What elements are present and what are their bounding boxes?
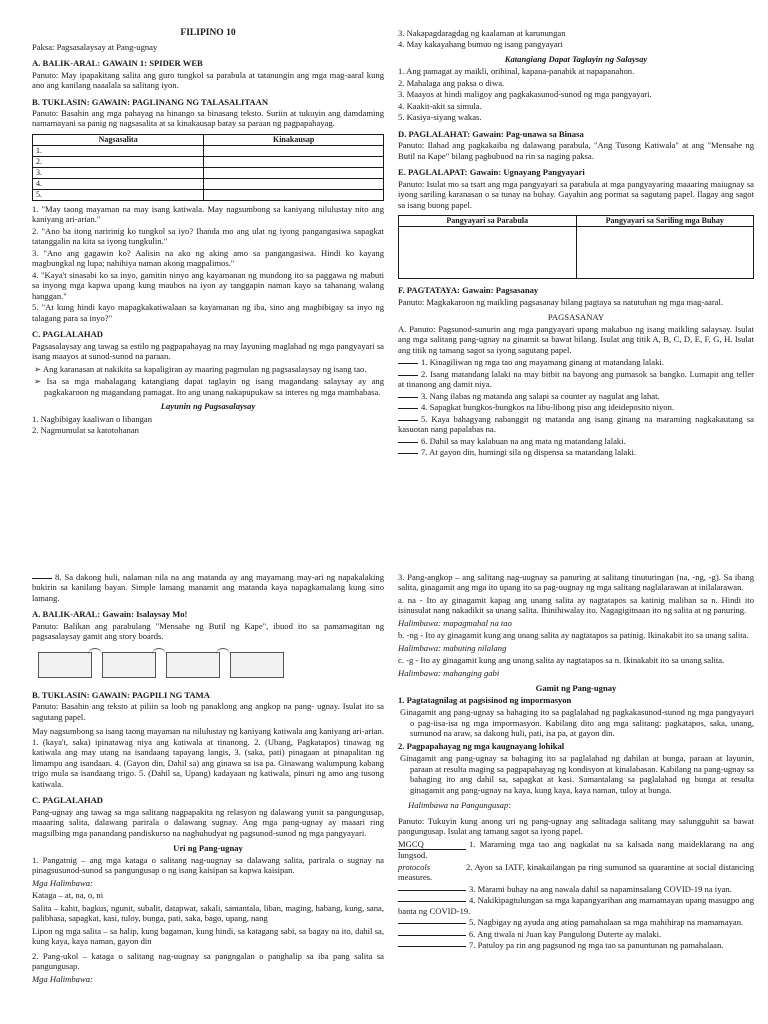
worksheet-page-2	[0, 560, 768, 1024]
answer-blank[interactable]	[398, 453, 418, 454]
item-text: 6. Dahil sa may kalabuan na ang mata ng matandang lalaki.	[421, 435, 626, 446]
quote-item: 5. "At kung hindi kayo mapagkakatiwalaan sa kayamanan ng iba, sino ang magbibigay sa inyo ng talagang para sa inyo?"	[32, 302, 384, 323]
halimbawa-line: Halimbawa: mapagmahal na tao	[398, 617, 512, 628]
uri-item: 2. Pang-ukol – kataga o salitang nag-uugnay sa pangngalan o panghalip sa iba pang salita sa pangungusap.	[32, 950, 384, 972]
item-text: 8. Sa dakong huli, nalaman nila na ang matanda ay ang mayamang may-ari ng napakalaking bukirin sa kanilang bayan. Simple lamang manamit ang matanda kaya napagkamalang kung sino lamang.	[32, 572, 384, 603]
list-item: 4. May kakayahang bumuo ng isang pangyayari	[398, 39, 563, 50]
answer-blank[interactable]	[398, 923, 466, 924]
table-cell[interactable]	[204, 167, 384, 178]
story-boards	[38, 648, 384, 684]
answer-blank[interactable]	[398, 442, 418, 443]
section-e-body: Panuto: Isulat mo sa tsart ang mga pangyayari sa parabula at mga pangyayaring maaaring maiugnay sa iyong sariling karanasan o sa tunay na buhay. Gayahin ang pormat sa sagutang papel. Ilagay ang sagot sa isang buong papel.	[398, 178, 754, 210]
list-item	[398, 884, 754, 894]
table-cell[interactable]	[204, 178, 384, 189]
list-item	[398, 369, 754, 390]
table-cell[interactable]	[204, 189, 384, 200]
gamit-body: Ginagamit ang pang-ugnay sa bahaging ito sa paglalahad ng pagkakasunod-sunod ng mga pangyayari o pag-iisa-isa ng mga impormasyon. Kabilang dito ang mga salitang: pagkatapos, saka, unang, sumunod na araw, sa dakong huli, pati, isa pa, at gayon din.	[400, 707, 754, 739]
section-b2-heading: B. TUKLASIN: GAWAIN: PAGPILI NG TAMA	[32, 689, 210, 700]
list-item	[398, 414, 754, 435]
mgcq-label[interactable]: MGCQ	[398, 839, 466, 850]
uri-item: 1. Pangatnig – ang mga kataga o salitang nag-uugnay sa dalawang salita, parirala o sugnay na pinagsusunod-sunod sa pangungusap o ng isang kaisipan sa kapwa kaisipan.	[32, 854, 384, 876]
section-b2-text: May nagsumbong sa isang taong mayaman na nilulustay ng kaniyang katiwala ang kaniyang ari-arian. 1. (kaya't, saka) ipinatawag niya ang katiwala at tinanong. 2. (Ubang, Pagkatapos) tinawag ng katiwala ang may utang na isandaang tapayang langis, 3. (saka, pati) pinagaan at pinapalitan ng limampu ang isandaan. 4. (Gayon din, Dahil sa) ang ginawa sa isa pa. Ginawang walumpung kabang trigo mula sa isandaang trigo. 5. (Dahil sa, Upang) kadayaan ng katiwala, pinuri ng amo ang tusong katiwala.	[32, 726, 384, 789]
section-b-heading: B. TUKLASIN: GAWAIN: PAGLINANG NG TALASALITAAN	[32, 96, 269, 107]
quote-item: 4. "Kaya't sinasabi ko sa inyo, gamitin ninyo ang kayamanan ng mundong ito sa paggawa ng mabuti sa inyong mga kapwa upang kung maubos na iyon ay tanggapin naman kayo sa tahanang walang hanggan."	[32, 269, 384, 301]
list-item: 5. Kasiya-siyang wakas.	[398, 112, 482, 123]
list-item	[398, 862, 754, 883]
page2-left-column	[32, 572, 384, 986]
page1-left-column	[32, 28, 384, 437]
section-a-heading: A. BALIK-ARAL: GAWAIN 1: SPIDER WEB	[32, 58, 203, 69]
answer-blank[interactable]	[398, 363, 418, 364]
table-row	[33, 156, 384, 167]
table-header-kinakausap: Kinakausap	[204, 134, 384, 145]
list-item	[398, 436, 754, 446]
item-text: 2. Isang matandang lalaki na may bitbit na bayong ang pumasok sa bangko. Lumapit ang teller at tinanong ang damit niya.	[398, 368, 754, 390]
gamit-heading: Gamit ng Pang-ugnay	[535, 683, 617, 694]
angkop-g: c. -g - Ito ay ginagamit kung ang unang salita ay nagtatapos sa n. Ikinakabit ito sa unang salita.	[398, 655, 725, 666]
table-cell[interactable]: 2.	[33, 156, 204, 167]
list-item	[398, 391, 754, 401]
item-text: 5. Kaya bahagyang nabanggit ng matanda ang isang ginang na maraming nagkakautang sa kasuotan nang papalabas na.	[398, 413, 754, 435]
arrow-icon	[152, 648, 166, 656]
uri-heading: Uri ng Pang-ugnay	[173, 843, 243, 854]
section-f-body: Panuto: Magkakaroon ng maikling pagsasanay bilang pagtaya sa natutuhan ng mga mag-aaral.	[398, 296, 724, 307]
item-text: 7. At gayon din, humingi sila ng dispensa sa matandang lalaki.	[421, 447, 637, 458]
section-b-body: Panuto: Basahin ang mga pahayag na hinango sa binasang teksto. Suriin at tukuyin ang damdaming namamayani sa panig ng nagsasalita at sa kinakausap batay sa paraan ng pagpapahayag.	[32, 108, 384, 129]
tsart-cell-parabula[interactable]	[399, 227, 577, 279]
section-d-heading: D. PAGLALAHAT: Gawain: Pag-unawa sa Binasa	[398, 128, 584, 139]
salita-line: Salita – kahit, bagkus, ngunit, subalit, datapwat, sakali, samantala, liban, maging, habang, kung, sana, palibhasa, sapagkat, kasi, tuloy, bunga, pati, saka, bago, upang, nang	[32, 902, 384, 924]
table-row	[33, 167, 384, 178]
answer-blank[interactable]	[398, 946, 466, 947]
protocols-label: protocols	[398, 861, 431, 872]
page1-right-column	[398, 28, 754, 459]
table-cell[interactable]	[204, 145, 384, 156]
list-item: 4. Kaakit-akit sa simula.	[398, 100, 482, 111]
angkop-ng: b. -ng - Ito ay ginagamit kung ang unang salita ay nagtatapos sa patinig. Ikinakabit ito sa unang salita.	[398, 630, 749, 641]
table-cell[interactable]: 3.	[33, 167, 204, 178]
quote-item: 1. "May taong mayaman na may isang katiwala. May nagsumbong sa kaniyang nilulustay nito ang kaniyang ari-arian."	[32, 203, 384, 225]
list-item: 3. Maayos at hindi maligoy ang pagkakasunod-sunod ng mga pangyayari.	[398, 89, 652, 100]
pagsasanay-body: A. Panuto: Pagsunod-sunurin ang mga pangyayari upang makabuo ng isang maikling salaysay. Isulat ang mga salitang pang-ugnay na ginamit sa bawat bilang. Isulat ang titik A, B, C, D, E, F, G, H. Isulat ang titik ng tamang sagot sa iyong sagutang papel.	[398, 323, 754, 355]
list-item: 1. Ang pamagat ay maikli, orihinal, kapana-panabik at napapanahon.	[398, 66, 635, 77]
kataga-line: Kataga – at, na, o, ni	[32, 890, 104, 901]
pagsasanay-heading: PAGSASANAY	[547, 312, 605, 323]
item-text: 1. Maraming mga tao ang nagkalat na sa kalsada nang maideklarang na ang lungsod.	[398, 838, 754, 861]
list-item	[398, 917, 754, 927]
paksa-line: Paksa: Pagsasalaysay at Pang-ugnay	[32, 41, 158, 52]
table-cell[interactable]: 5.	[33, 189, 204, 200]
item-text: 7. Patuloy pa rin ang pagsunod ng mga tao sa panuntunan ng pamahalaan.	[469, 940, 724, 951]
gamit-subheading: 1. Pagtatagnilag at pagsisinod ng impormasyon	[398, 694, 572, 705]
table-cell[interactable]: 4.	[33, 178, 204, 189]
list-item	[398, 929, 754, 939]
story-board-box[interactable]	[166, 652, 220, 678]
tsart-header-buhay: Pangyayari sa Sariling mga Buhay	[576, 216, 754, 227]
table-row	[33, 178, 384, 189]
section-c-body: Pagsasalaysay ang tawag sa estilo ng pagpapahayag na may layuning maglahad ng mga pangyayari sa isang maayos at sunod-sunod na paraan.	[32, 340, 384, 362]
list-item: 3. Nakapagdaragdag ng kaalaman at karunungan	[398, 28, 566, 38]
list-item: 1. Nagbibigay kaaliwan o libangan	[32, 413, 153, 424]
arrow-icon	[216, 648, 230, 656]
list-item	[398, 940, 754, 950]
item-text: 4. Sapagkat bungkos-bungkos na libu-libong piso ang ideideposito niyon.	[421, 402, 675, 413]
gamit-body: Ginagamit ang pang-ugnay sa bahaging ito sa paglalahad ng dahilan at bunga, paraan at layunin, paraan at resulta maging sa pagpapahayag ng kondisyon at kinalabasan. Kabilang na pang-ugnay sa bahaging ito ang dahil sa, sapagkat at kasi. Samantalang sa paglalahad ng bunga at resulta ginagamit ang pang-ugnay na kaya, kung kaya, kaya naman, tuloy at bunga.	[400, 753, 754, 795]
item-text: 4. Nakikipagtulungan sa mga kapangyarihan ang mamamayan upang masugpo ang banta ng COVID-19.	[398, 895, 754, 916]
halimbawa-label: Mga Halimbawa:	[32, 973, 93, 984]
ugnayang-tsart	[398, 215, 754, 279]
lipon-line: Lipon ng mga salita – sa halip, kung bagaman, kung hindi, sa katagang sabi, sa bagay na ito, dahil sa, kung kaya, kaya naman, gayon din	[32, 925, 384, 947]
answer-blank[interactable]	[398, 901, 466, 902]
list-item: 2. Mahalaga ang paksa o diwa.	[398, 77, 505, 88]
section-c-heading: C. PAGLALAHAD	[32, 329, 103, 340]
quote-item: 2. "Ano ba itong naririnig ko tungkol sa iyo? Ihanda mo ang ulat ng iyong pangangasiwa sapagkat tatanggalin na kita sa iyong tungkulin."	[32, 225, 384, 247]
layunin-heading: Layunin ng Pagsasalaysay	[160, 401, 256, 412]
answer-blank[interactable]	[398, 420, 418, 421]
answer-blank[interactable]	[398, 397, 418, 398]
answer-blank[interactable]	[398, 408, 418, 409]
section-f-heading: F. PAGTATAYA: Gawain: Pagsasanay	[398, 285, 539, 296]
section-a-body: Panuto: May ipapakitang salita ang guro tungkol sa parabula at tatanungin ang mga mag-aaral kung ano ang kanilang naaalala sa salitang iyon.	[32, 69, 384, 91]
panuto-last: Panuto: Tukuyin kung anong uri ng pang-ugnay ang salitadaga salitang may salungguhit sa bawat pangungusap. Isulat ang tamang sagot sa iyong papel.	[398, 815, 754, 837]
uri-item: 3. Pang-angkop – ang salitang nag-uugnay sa panuring at salitang tinuturingan (na, -ng, -g). Sa ibang salita, ginagamit ang mga ito upang ito sa pag-uugnay ng mga salitang naglalarawan at inilalarawan.	[398, 572, 754, 593]
table-row	[33, 189, 384, 200]
section-b2-body: Panuto: Basahin ang teksto at piliin sa loob ng panaklong ang angkop na pang- ugnay. Isulat ito sa sagutang papel.	[32, 701, 384, 722]
item-text: 3. Marami buhay na ang nawala dahil sa napaminsalang COVID-19 na iyan.	[469, 883, 732, 894]
section-a2-heading: A. BALIK-ARAL: Gawain: Isalaysay Mo!	[32, 609, 188, 620]
halimbawa-label: Mga Halimbawa:	[32, 877, 93, 888]
arrow-icon	[88, 648, 102, 656]
section-c2-heading: C. PAGLALAHAD	[32, 795, 103, 806]
item-text: 3. Nang ilabas ng matanda ang salapi sa counter ay nagulat ang lahat.	[421, 390, 660, 401]
katangian-heading: Katangiang Dapat Taglayin ng Salaysay	[504, 53, 648, 64]
table-header-nagsasalita: Nagsasalita	[33, 134, 204, 145]
answer-blank[interactable]	[398, 375, 418, 376]
list-item	[398, 895, 754, 916]
answer-blank[interactable]	[398, 935, 466, 936]
quote-item: 3. "Ano ang gagawin ko? Aalisin na ako ng aking amo sa pangangasiwa. Hindi ko kayang magbungkal ng lupa; nahihiya naman akong magpalimos."	[32, 247, 384, 269]
halimbawa-line: Halimbawa: mahanging gabi	[398, 667, 500, 678]
page2-right-column	[398, 572, 754, 952]
list-item: ➢ Isa sa mga mahalagang katangiang dapat taglayin ng isang magandang salaysay ay ang pagkakaroon ng magandang pamagat. Ito ang unang nakapupukaw sa interes ng mga mambabasa.	[34, 376, 384, 397]
halimbawa-pangungusap-label: Halimbawa na Pangungusap:	[408, 800, 512, 811]
list-item: ➢ Ang karanasan at nakikita sa kapaligiran ay maaring pagmulan ng pagsasalaysay ng isang tao.	[34, 363, 367, 374]
page-gap	[0, 496, 768, 560]
list-item	[398, 357, 754, 367]
tsart-cell-buhay[interactable]	[576, 227, 754, 279]
table-cell[interactable]	[204, 156, 384, 167]
item-text: 1. Kinagiliwan ng mga tao ang mayamang ginang at matandang lalaki.	[421, 357, 664, 368]
story-board-box[interactable]	[102, 652, 156, 678]
halimbawa-line: Halimbawa: mabuting nilalang	[398, 642, 507, 653]
tsart-header-parabula: Pangyayari sa Parabula	[399, 216, 577, 227]
table-row	[33, 145, 384, 156]
item-text: 2. Ayon sa IATF, kinakailangan pa ring sumunod sa quarantine at social distancing measures.	[398, 861, 754, 883]
story-board-box[interactable]	[230, 652, 284, 678]
story-board-box[interactable]	[38, 652, 92, 678]
list-item	[398, 839, 754, 861]
worksheet-page-1	[0, 0, 768, 496]
list-item: 2. Nagmumulat sa katotohanan	[32, 425, 139, 436]
list-item	[398, 447, 754, 457]
answer-blank[interactable]	[32, 578, 52, 579]
item-text: 5. Nagbigay ng ayuda ang ating pamahalaan sa mga mahihirap na mamamayan.	[469, 917, 744, 928]
table-cell[interactable]: 1.	[33, 145, 204, 156]
section-e-heading: E. PAGLALAPAT: Gawain: Ugnayang Pangyayari	[398, 167, 585, 178]
talasalitaan-table	[32, 134, 384, 201]
item-text: 6. Ang tiwala ni Juan kay Pangulong Duterte ay malaki.	[469, 928, 662, 939]
section-a2-body: Panuto: Balikan ang parabulang "Mensahe ng Butil ng Kape", ibuod ito sa pamamagitan ng pagsasalaysay gamit ang story boards.	[32, 620, 384, 642]
list-item	[32, 572, 384, 603]
angkop-na: a. na - Ito ay ginagamit kapag ang unang salita ay nagtatapos sa katinig maliban sa n. Hindi ito isinusulat nang nakadikit sa unang salita. Ihinihiwalay ito. Nagagigitnaan ito ng salita at ng panuring.	[398, 594, 754, 616]
section-c2-body: Pang-ugnay ang tawag sa mga salitang nagpapakita ng relasyon ng dalawang yunit sa pangungusap, maaaring salita, dalawang parirala o dalawang sugnay. Ang mga pang-ugnay ay maaari ring magsilbing mga panandang pandiskurso na naghuhudyat ng pagsunod-sunod ng mga pangyayari.	[32, 806, 384, 838]
section-d-body: Panuto: Ilahad ang pagkakaiba ng dalawang parabula, "Ang Tusong Katiwala" at ang "Mensahe ng Butil na Kape" bilang pagbubuod na rin sa naging paksa.	[398, 140, 754, 161]
doc-title: FILIPINO 10	[180, 28, 236, 38]
answer-blank[interactable]	[398, 890, 466, 891]
gamit-subheading: 2. Pagpapahayag ng mga kaugnayang lohikal	[398, 740, 565, 751]
list-item	[398, 402, 754, 412]
